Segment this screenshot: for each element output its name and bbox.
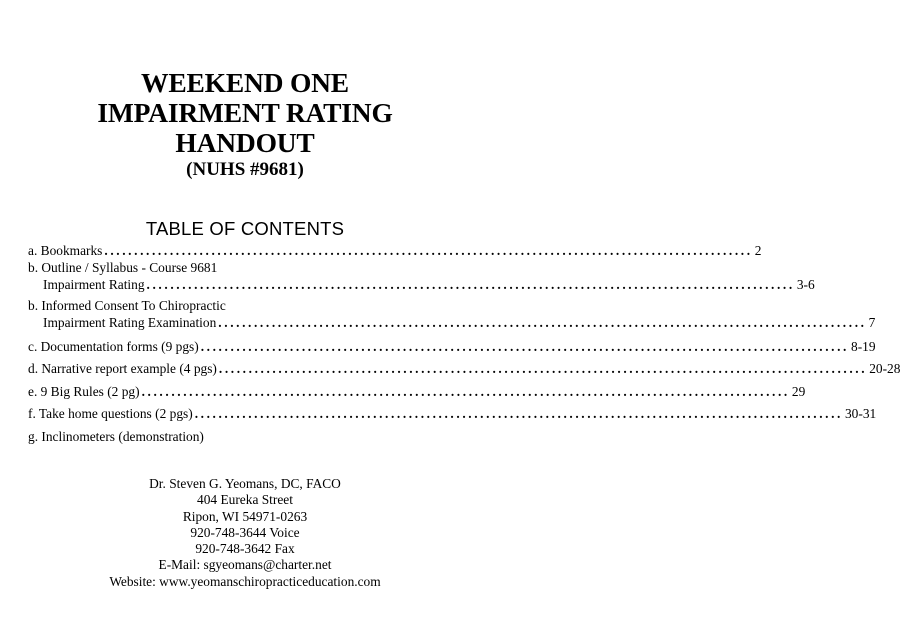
contact-website: Website: www.yeomanschiropracticeducation.com xyxy=(109,573,381,589)
toc-entry-outline xyxy=(28,259,461,276)
toc-dot-leader: ............................................................................................................. xyxy=(194,406,843,421)
toc-entry-bookmarks xyxy=(28,242,762,259)
title-line-1: WEEKEND ONE xyxy=(141,67,349,98)
toc-dot-leader: ............................................................................................................. xyxy=(218,361,868,376)
toc-entry-label: b. Outline / Syllabus - Course 9681 xyxy=(28,260,218,275)
toc-entry-page: 8-19 xyxy=(851,339,876,354)
toc-entry-page: 20-28 xyxy=(869,361,900,376)
title-line-2: IMPAIRMENT RATING xyxy=(97,97,393,128)
contact-street: 404 Eureka Street xyxy=(197,492,293,508)
toc-entry-page: 3-6 xyxy=(796,277,815,292)
toc-entry-impairment-rating xyxy=(28,276,815,293)
contact-block xyxy=(0,476,490,590)
toc-entry-label: Impairment Rating Examination xyxy=(43,315,217,330)
toc-entry-label: b. Informed Consent To Chiropractic xyxy=(28,298,226,313)
contact-name: Dr. Steven G. Yeomans, DC, FACO xyxy=(149,476,341,491)
toc-entry-page: 2 xyxy=(754,243,762,258)
toc-entry-big-rules xyxy=(28,383,806,400)
contact-fax: 920-748-3642 Fax xyxy=(195,541,295,557)
toc-dot-leader: ............................................................................................................. xyxy=(200,339,849,354)
toc-entry-take-home-questions xyxy=(28,405,877,422)
toc-entry-page: 7 xyxy=(868,315,876,330)
toc-dot-leader: ............................................................................................................. xyxy=(218,315,867,330)
toc-heading: TABLE OF CONTENTS xyxy=(145,218,345,239)
toc-dot-leader: ............................................................................................................. xyxy=(141,384,790,399)
toc-entry-label: a. Bookmarks xyxy=(28,243,103,258)
toc-entry-label: d. Narrative report example (4 pgs) xyxy=(28,361,217,376)
toc-entry-label: c. Documentation forms (9 pgs) xyxy=(28,339,199,354)
contact-city: Ripon, WI 54971-0263 xyxy=(182,508,308,524)
title-line-3: HANDOUT xyxy=(175,127,315,158)
toc-entry-rating-examination xyxy=(28,314,876,331)
document-subtitle: (NUHS #9681) xyxy=(186,159,304,180)
toc-dot-leader: ............................................................................................................. xyxy=(146,277,795,292)
toc-entry-label: e. 9 Big Rules (2 pg) xyxy=(28,384,140,399)
toc-entry-page: 30-31 xyxy=(844,406,877,421)
toc-entry-narrative-report xyxy=(28,360,900,377)
toc-entry-page: 29 xyxy=(791,384,806,399)
contact-email: E-Mail: sgyeomans@charter.net xyxy=(158,557,332,573)
toc-dot-leader: ............................................................................................................. xyxy=(104,243,753,258)
toc-entry-label: g. Inclinometers (demonstration) xyxy=(28,429,204,444)
toc-entry-label: Impairment Rating xyxy=(43,277,145,292)
toc-entry-documentation-forms xyxy=(28,338,876,355)
toc-entry-label: f. Take home questions (2 pgs) xyxy=(28,406,193,421)
toc-entry-informed-consent xyxy=(28,297,461,314)
document-title xyxy=(0,68,490,182)
toc-entry-inclinometers xyxy=(28,428,461,445)
contact-voice: 920-748-3644 Voice xyxy=(190,524,300,540)
